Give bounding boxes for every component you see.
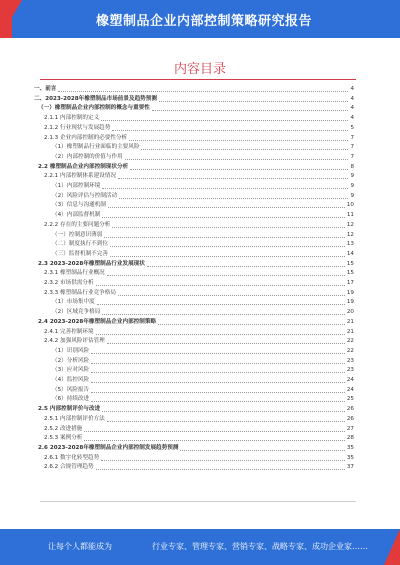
toc-entry[interactable] xyxy=(34,298,354,307)
toc-leader-dots xyxy=(158,324,345,325)
toc-leader-dots xyxy=(180,450,344,451)
footer-slogan: 让每个人都能成为 xyxy=(48,542,112,551)
toc-entry-page: 22 xyxy=(346,338,354,345)
toc-entry-label: 2.1.3 企业内部控制的必要性分析 xyxy=(44,134,128,141)
toc-entry-page: 28 xyxy=(346,435,354,442)
toc-leader-dots xyxy=(118,178,348,179)
toc-leader-dots xyxy=(107,421,345,422)
footer-band xyxy=(0,529,400,565)
toc-entry[interactable] xyxy=(34,250,354,259)
toc-entry-page: 12 xyxy=(346,221,354,228)
toc-leader-dots xyxy=(102,188,348,189)
toc-entry-page: 19 xyxy=(346,289,354,296)
toc-entry[interactable] xyxy=(34,211,354,220)
toc-entry[interactable] xyxy=(34,318,354,327)
toc-entry-label: （4）监控风险 xyxy=(52,377,90,383)
toc-leader-dots xyxy=(91,353,345,354)
toc-leader-dots xyxy=(58,91,348,92)
toc-entry[interactable] xyxy=(34,231,354,240)
toc-entry-label: 2.3.3 橡塑制品行业竞争格局 xyxy=(44,289,116,296)
toc-entry-page: 14 xyxy=(346,250,354,257)
toc-leader-dots xyxy=(96,285,345,286)
toc-entry-label: （1）内部控制环境 xyxy=(52,183,101,189)
toc-entry[interactable] xyxy=(34,192,354,201)
toc-entry-label: 2.3.1 橡塑制品行业概况 xyxy=(44,270,105,277)
toc-leader-dots xyxy=(96,469,345,470)
toc-entry[interactable] xyxy=(34,260,354,269)
toc-entry-label: （1）橡塑制品行业面临的主要风险 xyxy=(52,144,140,151)
toc-heading: 内容目录 xyxy=(173,62,226,77)
header-red-triangle xyxy=(0,0,22,38)
toc-entry[interactable] xyxy=(34,269,354,278)
toc-entry-page: 21 xyxy=(346,318,354,325)
page-divider xyxy=(40,501,356,502)
toc-leader-dots xyxy=(107,275,345,276)
toc-leader-dots xyxy=(91,392,345,393)
toc-entry-label: （5）风险报告 xyxy=(52,386,90,393)
toc-entry-page: 10 xyxy=(346,202,354,209)
toc-entry-page: 11 xyxy=(346,212,354,219)
toc-entry-label: （6）持续改进 xyxy=(52,396,90,403)
toc-leader-dots xyxy=(112,227,345,228)
toc-entry-label: 2.6 2023-2028年橡塑制品企业内部控制发展趋势预测 xyxy=(38,444,179,451)
toc-entry-page: 7 xyxy=(350,134,354,141)
toc-entry-label: （3）应对风险 xyxy=(52,367,90,374)
toc-entry[interactable] xyxy=(34,386,354,395)
toc-leader-dots xyxy=(102,314,345,315)
toc-leader-dots xyxy=(91,372,345,373)
toc-entry-label: 一、前言 xyxy=(34,86,57,92)
toc-entry-page: 17 xyxy=(346,280,354,286)
toc-entry-page: 20 xyxy=(346,309,354,316)
header-band xyxy=(0,0,400,38)
toc-entry-page: 4 xyxy=(350,115,354,122)
toc-entry[interactable] xyxy=(34,124,354,133)
toc-entry-label: 2.3 2023-2028年橡塑制品行业发展现状 xyxy=(38,260,145,267)
toc-entry[interactable] xyxy=(34,172,354,181)
toc-entry[interactable] xyxy=(34,444,354,453)
toc-leader-dots xyxy=(110,246,345,247)
toc-entry-label: 2.6.2 合规管理趋势 xyxy=(44,464,94,471)
toc-leader-dots xyxy=(108,207,345,208)
toc-entry-label: 二、2023-2028年橡塑制品市场前景及趋势预测 xyxy=(34,95,157,102)
toc-entry-page: 19 xyxy=(346,299,354,306)
toc-entry[interactable] xyxy=(34,434,354,443)
toc-entry-label: （二）制度执行不到位 xyxy=(52,241,108,248)
toc-entry-page: 23 xyxy=(346,367,354,374)
toc-entry-label: 2.2 橡塑制品企业内部控制现状分析 xyxy=(38,163,129,170)
toc-entry-label: 2.1.1 内部控制的定义 xyxy=(44,115,100,122)
footer-roles: 行业专家、管理专家、营销专家、战略专家、成功企业家…… xyxy=(152,542,368,551)
toc-entry-page: 12 xyxy=(346,231,354,238)
toc-leader-dots xyxy=(159,101,348,102)
toc-leader-dots xyxy=(101,120,348,121)
toc-entry-page: 27 xyxy=(346,425,354,432)
toc-entry[interactable] xyxy=(34,143,354,152)
toc-entry[interactable] xyxy=(34,366,354,375)
toc-leader-dots xyxy=(102,411,345,412)
toc-entry-label: 2.2.1 内部控制体系建设情况 xyxy=(44,173,116,180)
footer-red-triangle xyxy=(384,529,400,565)
toc-entry-page: 24 xyxy=(346,377,354,383)
toc-entry-page: 13 xyxy=(346,241,354,248)
toc-leader-dots xyxy=(112,130,348,131)
toc-entry-page: 5 xyxy=(350,124,354,131)
toc-entry[interactable] xyxy=(34,221,354,230)
toc-leader-dots xyxy=(101,460,345,461)
toc-entry[interactable] xyxy=(34,134,354,143)
toc-entry[interactable] xyxy=(34,279,354,288)
toc-entry-page: 4 xyxy=(350,105,354,112)
toc-entry-page: 26 xyxy=(346,415,354,422)
toc-entry-page: 23 xyxy=(346,357,354,364)
toc-entry[interactable] xyxy=(34,104,354,113)
toc-leader-dots xyxy=(125,159,349,160)
toc-entry-label: 2.5.3 案例分析 xyxy=(44,435,83,442)
toc-leader-dots xyxy=(91,401,345,402)
toc-entry[interactable] xyxy=(34,405,354,414)
toc-leader-dots xyxy=(102,217,345,218)
toc-entry-label: （2）内部控制的价值与作用 xyxy=(52,153,123,160)
toc-entry-page: 37 xyxy=(346,464,354,471)
toc-leader-dots xyxy=(97,304,345,305)
toc-entry-page: 7 xyxy=(350,144,354,151)
toc-entry-label: 2.2.2 存在的主要问题分析 xyxy=(44,221,111,228)
toc-leader-dots xyxy=(147,266,345,267)
toc-entry-page: 8 xyxy=(350,163,354,170)
toc-entry[interactable] xyxy=(34,289,354,298)
toc-entry-label: （2）区域竞争格局 xyxy=(52,309,101,316)
toc-entry-label: （一）控制意识薄弱 xyxy=(52,231,103,238)
toc-entry-label: （一）橡塑制品企业内部控制的概念与重要性 xyxy=(38,105,150,112)
toc-entry[interactable] xyxy=(34,463,354,472)
toc-entry-page: 4 xyxy=(350,86,354,92)
toc-entry[interactable] xyxy=(34,153,354,162)
toc-entry-page: 15 xyxy=(346,260,354,267)
toc-leader-dots xyxy=(91,363,345,364)
toc-entry-page: 9 xyxy=(350,183,354,189)
toc-entry-label: 2.5 内部控制评价与改进 xyxy=(38,406,101,413)
toc-entry-label: （1）市场集中度 xyxy=(52,299,95,306)
report-title: 橡塑制品企业内部控制策略研究报告 xyxy=(96,14,313,29)
toc-entry[interactable] xyxy=(34,95,354,104)
toc-leader-dots xyxy=(119,198,348,199)
toc-entry-page: 22 xyxy=(346,347,354,354)
toc-entry-label: 2.1.2 行业现状与发展趋势 xyxy=(44,124,111,131)
toc-entry-label: 2.4.2 加强风险评估管理 xyxy=(44,338,105,345)
toc-entry-page: 35 xyxy=(346,454,354,461)
toc-entry[interactable] xyxy=(34,454,354,463)
toc-entry-page: 35 xyxy=(346,444,354,451)
toc-heading-rule xyxy=(40,79,356,80)
toc-entry[interactable] xyxy=(34,425,354,434)
toc-entry[interactable] xyxy=(34,357,354,366)
toc-leader-dots xyxy=(84,440,344,441)
toc-entry-label: （2）风险评估与控制活动 xyxy=(52,192,118,199)
toc-entry[interactable] xyxy=(34,114,354,123)
toc-entry-label: 2.5.1 内部控制评价方法 xyxy=(44,415,105,422)
toc-entry-label: （1）识别风险 xyxy=(52,347,90,354)
toc-entry[interactable] xyxy=(34,415,354,424)
toc-entry-page: 9 xyxy=(350,173,354,180)
toc-entry-label: 2.4 2023-2028年橡塑制品企业内部控制策略 xyxy=(38,318,157,325)
toc-leader-dots xyxy=(152,110,349,111)
toc-leader-dots xyxy=(141,149,348,150)
toc-entry[interactable] xyxy=(34,163,354,172)
toc-entry[interactable] xyxy=(34,347,354,356)
toc-entry-label: 2.3.2 市场供需分析 xyxy=(44,280,94,286)
toc-entry-label: 2.4.1 完善控制环境 xyxy=(44,328,94,335)
toc-leader-dots xyxy=(96,334,345,335)
toc-leader-dots xyxy=(130,169,348,170)
toc-entry-page: 25 xyxy=(346,396,354,403)
toc-leader-dots xyxy=(91,382,345,383)
toc-leader-dots xyxy=(110,256,345,257)
toc-entry[interactable] xyxy=(34,201,354,210)
toc-entry-label: 2.5.2 改进措施 xyxy=(44,425,83,432)
toc-entry[interactable] xyxy=(34,328,354,337)
toc-leader-dots xyxy=(129,140,348,141)
toc-entry[interactable] xyxy=(34,376,354,385)
toc-entry[interactable] xyxy=(34,308,354,317)
toc-leader-dots xyxy=(107,343,345,344)
toc-leader-dots xyxy=(84,431,344,432)
toc-entry[interactable] xyxy=(34,337,354,346)
toc-entry-label: （4）内部监督机制 xyxy=(52,212,101,219)
toc-entry-page: 21 xyxy=(346,328,354,335)
toc-entry-page: 4 xyxy=(350,95,354,102)
toc-entry-page: 9 xyxy=(350,192,354,199)
toc-entry[interactable] xyxy=(34,182,354,191)
toc-entry-label: 2.6.1 数字化转型趋势 xyxy=(44,454,100,461)
toc-entry[interactable] xyxy=(34,395,354,404)
toc-entry-label: （3）信息与沟通机制 xyxy=(52,202,106,209)
toc-leader-dots xyxy=(104,237,345,238)
toc-entry[interactable] xyxy=(34,85,354,94)
toc-entry[interactable] xyxy=(34,240,354,249)
toc-entry-page: 26 xyxy=(346,406,354,413)
toc-entry-page: 7 xyxy=(350,153,354,160)
toc-entry-page: 24 xyxy=(346,386,354,393)
toc-entry-label: （三）监督机制不完善 xyxy=(52,250,108,257)
toc-entry-page: 15 xyxy=(346,270,354,277)
toc-entry-label: （2）分析风险 xyxy=(52,357,90,364)
toc-leader-dots xyxy=(118,295,345,296)
